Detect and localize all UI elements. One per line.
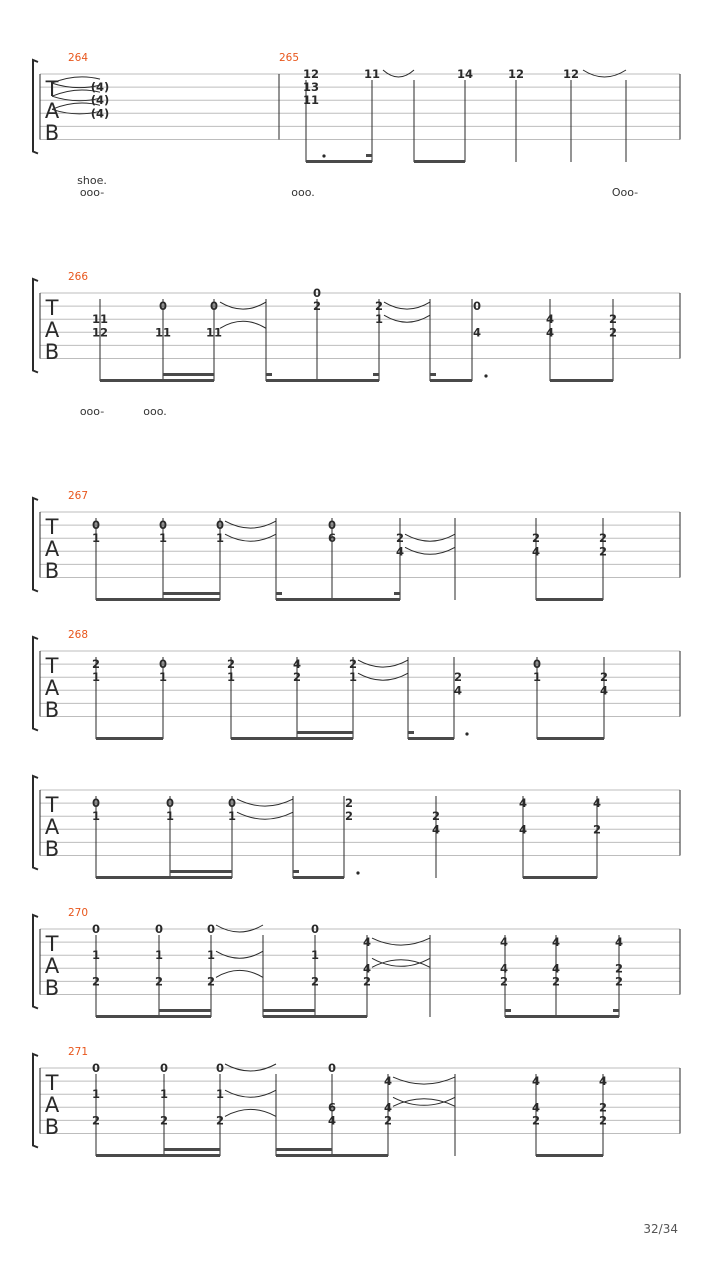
fret-number: 2 xyxy=(154,974,164,989)
fret-number: 12 xyxy=(302,67,320,81)
fret-number: 4 xyxy=(362,935,372,950)
fret-number: 2 xyxy=(395,531,405,546)
note-beam xyxy=(537,737,604,740)
fret-number: 4 xyxy=(395,544,405,559)
lyric-word: Ooo- xyxy=(611,186,639,199)
note-beam xyxy=(276,598,400,601)
fret-number: 1 xyxy=(227,809,237,824)
fret-number: 2 xyxy=(312,299,322,314)
note-beam-secondary xyxy=(394,592,400,595)
tab-clef-letter: T xyxy=(45,654,59,678)
note-beam-secondary xyxy=(366,154,372,157)
fret-number: 1 xyxy=(348,670,358,685)
fret-number: 4 xyxy=(599,683,609,698)
fret-number: 6 xyxy=(327,531,337,546)
fret-number: 1 xyxy=(215,1087,225,1102)
fret-number: 11 xyxy=(363,67,381,81)
measure-number: 266 xyxy=(68,271,89,283)
fret-number: 2 xyxy=(292,670,302,685)
fret-number: 13 xyxy=(302,80,320,95)
note-beam-secondary xyxy=(276,592,282,595)
note-beam xyxy=(96,737,163,740)
fret-number: (4) xyxy=(90,93,110,108)
tab-clef-letter: T xyxy=(45,1071,59,1095)
tab-system xyxy=(33,776,680,879)
tab-system xyxy=(33,907,680,1018)
measure-number: 268 xyxy=(68,629,89,641)
fret-number: 2 xyxy=(499,974,509,989)
fret-number: 2 xyxy=(348,657,358,672)
fret-number: 1 xyxy=(158,670,168,685)
measure-number: 265 xyxy=(279,52,300,64)
fret-number: 1 xyxy=(226,670,236,685)
note-beam-secondary xyxy=(276,1148,332,1151)
fret-number: 4 xyxy=(327,1113,337,1128)
fret-number: 2 xyxy=(598,531,608,546)
lyric-word: ooo- xyxy=(79,186,105,199)
fret-number: 4 xyxy=(551,935,561,950)
fret-number: 2 xyxy=(206,974,216,989)
fret-number: 1 xyxy=(310,948,320,963)
fret-number: 2 xyxy=(592,822,602,837)
tab-clef-letter: A xyxy=(44,99,60,123)
note-beam xyxy=(293,876,344,879)
fret-number: 1 xyxy=(91,1087,101,1102)
fret-number: 4 xyxy=(518,822,528,837)
fret-number: 1 xyxy=(91,948,101,963)
fret-number: 4 xyxy=(383,1100,393,1115)
tab-clef-letter: A xyxy=(44,1093,60,1117)
tab-clef-letter: B xyxy=(44,1115,60,1139)
fret-number: 2 xyxy=(453,670,463,685)
tab-clef-letter: A xyxy=(44,318,60,342)
fret-number: 4 xyxy=(431,822,441,837)
note-beam xyxy=(266,379,379,382)
rhythm-dot xyxy=(484,374,487,377)
note-beam xyxy=(276,1154,388,1157)
fret-number: 0 xyxy=(327,1061,337,1075)
rhythm-dot xyxy=(465,732,468,735)
fret-number: 2 xyxy=(614,974,624,989)
fret-number: 1 xyxy=(165,809,175,824)
note-beam-secondary xyxy=(408,731,414,734)
fret-number: 0 xyxy=(91,796,101,811)
fret-number: 0 xyxy=(312,286,322,300)
fret-number: (4) xyxy=(90,106,110,121)
lyric-word: ooo. xyxy=(291,186,315,199)
note-beam-secondary xyxy=(266,373,272,376)
fret-number: 14 xyxy=(456,67,474,81)
fret-number: 2 xyxy=(531,531,541,546)
fret-number: 2 xyxy=(344,809,354,824)
note-beam-secondary xyxy=(159,1009,211,1012)
rhythm-dot xyxy=(322,154,325,157)
measure-number: 270 xyxy=(68,907,89,919)
fret-number: 0 xyxy=(215,1061,225,1075)
note-beam-secondary xyxy=(163,373,214,376)
tab-clef-letter: A xyxy=(44,815,60,839)
measure-number: 264 xyxy=(68,52,89,64)
tab-clef-letter: B xyxy=(44,976,60,1000)
note-beam xyxy=(100,379,214,382)
fret-number: 4 xyxy=(383,1074,393,1089)
fret-number: 4 xyxy=(592,796,602,811)
fret-number: 0 xyxy=(327,518,337,533)
tab-system xyxy=(33,52,680,199)
fret-number: 4 xyxy=(453,683,463,698)
note-beam xyxy=(523,876,597,879)
fret-number: 0 xyxy=(227,796,237,811)
tab-clef-letter: A xyxy=(44,954,60,978)
tab-clef-letter: A xyxy=(44,537,60,561)
tab-system xyxy=(33,1046,680,1157)
fret-number: 0 xyxy=(310,922,320,936)
tie-arc xyxy=(225,1109,276,1116)
note-beam xyxy=(263,1015,367,1018)
fret-number: 0 xyxy=(158,518,168,533)
fret-number: 0 xyxy=(472,299,482,314)
measure-number: 271 xyxy=(68,1046,89,1058)
fret-number: 4 xyxy=(518,796,528,811)
fret-number: 2 xyxy=(608,325,618,340)
fret-number: 2 xyxy=(226,657,236,672)
fret-number: 2 xyxy=(599,670,609,685)
lyric-word: shoe. xyxy=(77,174,107,187)
note-beam-secondary xyxy=(373,373,379,376)
note-beam xyxy=(96,1154,220,1157)
page-indicator: 32/34 xyxy=(643,1222,678,1236)
system-bracket xyxy=(33,915,38,1009)
tab-clef-letter: T xyxy=(45,296,59,320)
fret-number: 1 xyxy=(215,531,225,546)
fret-number: 1 xyxy=(158,531,168,546)
fret-number: 4 xyxy=(531,544,541,559)
system-bracket xyxy=(33,1054,38,1148)
fret-number: 4 xyxy=(598,1074,608,1089)
fret-number: 11 xyxy=(154,325,172,340)
note-beam xyxy=(536,598,603,601)
fret-number: 0 xyxy=(154,922,164,936)
note-beam-secondary xyxy=(297,731,353,734)
fret-number: 11 xyxy=(302,93,320,108)
system-bracket xyxy=(33,279,38,373)
fret-number: 1 xyxy=(206,948,216,963)
note-beam xyxy=(306,160,372,163)
rhythm-dot xyxy=(356,871,359,874)
tab-clef-letter: B xyxy=(44,340,60,364)
fret-number: 2 xyxy=(598,1100,608,1115)
fret-number: 2 xyxy=(91,974,101,989)
fret-number: 4 xyxy=(499,961,509,976)
fret-number: 0 xyxy=(532,657,542,672)
fret-number: (4) xyxy=(90,80,110,95)
fret-number: 12 xyxy=(562,67,580,81)
fret-number: 4 xyxy=(545,312,555,327)
tab-clef-letter: B xyxy=(44,837,60,861)
fret-number: 4 xyxy=(614,935,624,950)
note-beam xyxy=(536,1154,603,1157)
fret-number: 2 xyxy=(344,796,354,811)
fret-number: 1 xyxy=(374,312,384,327)
fret-number: 2 xyxy=(531,1113,541,1128)
fret-number: 0 xyxy=(158,299,168,314)
tab-clef-letter: T xyxy=(45,77,59,101)
fret-number: 0 xyxy=(165,796,175,811)
note-beam-secondary xyxy=(164,1148,220,1151)
fret-number: 0 xyxy=(206,922,216,936)
note-beam xyxy=(505,1015,619,1018)
fret-number: 2 xyxy=(598,544,608,559)
fret-number: 4 xyxy=(551,961,561,976)
note-beam-secondary xyxy=(263,1009,315,1012)
tab-system xyxy=(33,629,680,740)
fret-number: 4 xyxy=(292,657,302,672)
fret-number: 0 xyxy=(209,299,219,314)
fret-number: 6 xyxy=(327,1100,337,1115)
fret-number: 1 xyxy=(154,948,164,963)
fret-number: 4 xyxy=(531,1100,541,1115)
lyric-word: ooo. xyxy=(143,405,167,418)
fret-number: 2 xyxy=(215,1113,225,1128)
note-beam xyxy=(408,737,454,740)
system-bracket xyxy=(33,60,38,154)
fret-number: 12 xyxy=(507,67,525,81)
fret-number: 1 xyxy=(91,531,101,546)
fret-number: 4 xyxy=(472,325,482,340)
note-beam xyxy=(414,160,465,163)
note-beam-secondary xyxy=(163,592,220,595)
system-bracket xyxy=(33,498,38,592)
system-bracket xyxy=(33,637,38,731)
fret-number: 1 xyxy=(91,670,101,685)
note-beam xyxy=(96,598,220,601)
tab-clef-letter: B xyxy=(44,121,60,145)
note-beam-secondary xyxy=(430,373,436,376)
fret-number: 0 xyxy=(91,1061,101,1075)
tab-system xyxy=(33,490,680,601)
tab-clef-letter: B xyxy=(44,559,60,583)
note-beam xyxy=(231,737,353,740)
fret-number: 11 xyxy=(91,312,109,327)
fret-number: 4 xyxy=(499,935,509,950)
fret-number: 2 xyxy=(91,1113,101,1128)
fret-number: 0 xyxy=(91,922,101,936)
tab-clef-letter: T xyxy=(45,932,59,956)
fret-number: 2 xyxy=(608,312,618,327)
tie-arc xyxy=(372,958,430,967)
tie-arc xyxy=(220,321,266,328)
fret-number: 4 xyxy=(531,1074,541,1089)
fret-number: 2 xyxy=(362,974,372,989)
fret-number: 4 xyxy=(362,961,372,976)
fret-number: 0 xyxy=(91,518,101,533)
tie-arc xyxy=(216,970,263,977)
tab-system xyxy=(33,271,680,418)
fret-number: 2 xyxy=(91,657,101,672)
fret-number: 11 xyxy=(205,325,223,340)
note-beam xyxy=(96,876,232,879)
tie-arc xyxy=(393,1097,455,1106)
fret-number: 2 xyxy=(551,974,561,989)
lyric-word: ooo- xyxy=(79,405,105,418)
note-beam-secondary xyxy=(170,870,232,873)
fret-number: 2 xyxy=(598,1113,608,1128)
tab-clef-letter: T xyxy=(45,793,59,817)
fret-number: 12 xyxy=(91,325,109,340)
fret-number: 2 xyxy=(614,961,624,976)
note-beam xyxy=(550,379,613,382)
note-beam-secondary xyxy=(613,1009,619,1012)
tab-clef-letter: T xyxy=(45,515,59,539)
fret-number: 1 xyxy=(91,809,101,824)
tab-clef-letter: B xyxy=(44,698,60,722)
fret-number: 0 xyxy=(158,657,168,672)
fret-number: 0 xyxy=(215,518,225,533)
fret-number: 2 xyxy=(374,299,384,314)
fret-number: 2 xyxy=(431,809,441,824)
system-bracket xyxy=(33,776,38,870)
fret-number: 2 xyxy=(310,974,320,989)
fret-number: 1 xyxy=(159,1087,169,1102)
fret-number: 0 xyxy=(159,1061,169,1075)
fret-number: 4 xyxy=(545,325,555,340)
note-beam-secondary xyxy=(293,870,299,873)
fret-number: 2 xyxy=(383,1113,393,1128)
note-beam xyxy=(96,1015,211,1018)
measure-number: 267 xyxy=(68,490,89,502)
note-beam xyxy=(430,379,472,382)
note-beam-secondary xyxy=(505,1009,511,1012)
tab-clef-letter: A xyxy=(44,676,60,700)
fret-number: 1 xyxy=(532,670,542,685)
fret-number: 2 xyxy=(159,1113,169,1128)
